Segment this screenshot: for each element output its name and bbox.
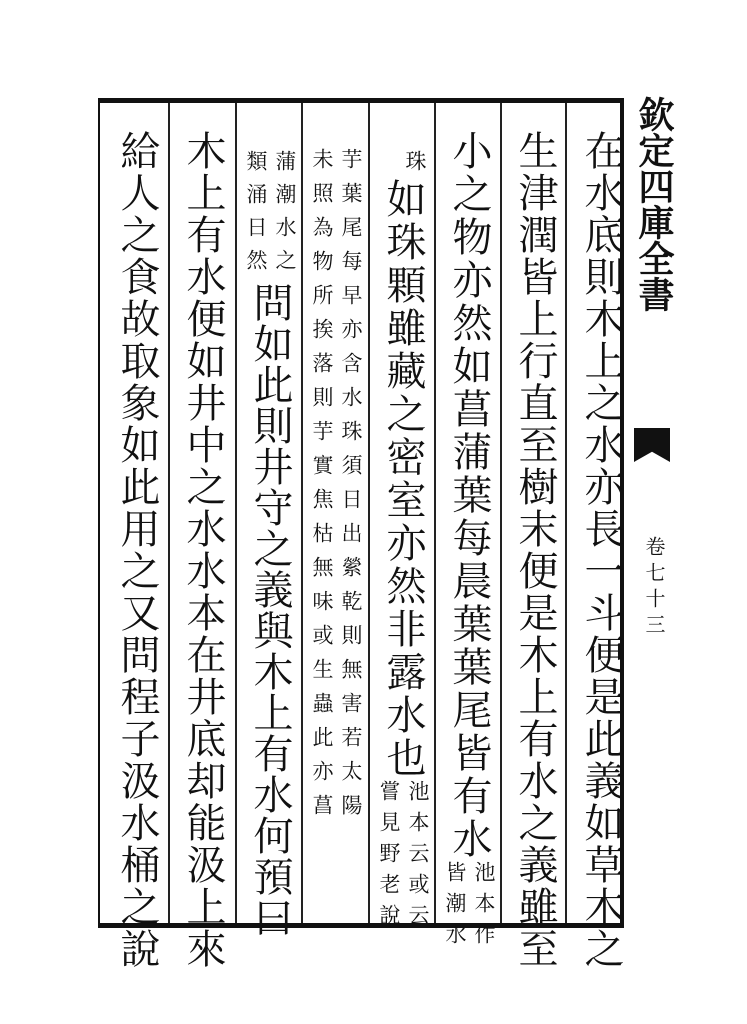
page-margin (632, 96, 675, 936)
text-column-6 (241, 150, 299, 940)
lead-note: 珠 (403, 150, 427, 181)
column-rule (168, 103, 170, 923)
volume-label: 卷七十三 (642, 536, 666, 640)
text-column-3 (440, 130, 498, 954)
annotation-note (444, 861, 494, 954)
column-text: 木上有水便如井中之水水本在井底却能汲上來 (180, 130, 226, 970)
column-rule (301, 103, 303, 923)
column-text: 給人之食故取象如此用之又問程子汲水桶之說 (114, 130, 160, 970)
text-column-5 (307, 148, 365, 938)
column-text: 小之物亦然如菖蒲葉每晨葉葉尾皆有水 (446, 130, 492, 861)
column-rule (565, 103, 567, 923)
book-title: 欽定四庫全書 (633, 96, 675, 312)
fish-tail-mark (634, 428, 670, 462)
column-text: 在水底則木上之水亦長一斗便是此義如草木之 (578, 130, 624, 970)
column-rule (434, 103, 436, 923)
note-left: 類涌日然 (244, 150, 268, 282)
text-column-7 (174, 130, 232, 970)
text-column-2 (506, 130, 564, 970)
note-left: 皆潮水 (443, 861, 467, 954)
column-rule (368, 103, 370, 923)
note-right: 池本云或云 (406, 780, 430, 935)
text-column-1 (572, 130, 630, 970)
note-left: 嘗見野老說 (377, 780, 401, 935)
column-text: 如珠顆雖藏之密室亦然非露水也 (380, 178, 426, 780)
text-column-8 (108, 130, 166, 970)
note-right: 芋葉尾每早亦含水珠須日出縈乾則無害若太陽 (339, 148, 363, 828)
annotation-note (311, 148, 361, 828)
column-rule (235, 103, 237, 923)
column-text: 問如此則井守之義與木上有水何預曰 (247, 282, 293, 938)
note-right: 蒲潮水之 (273, 150, 297, 282)
note-right: 池本作 (472, 861, 496, 954)
annotation-note (245, 150, 295, 282)
annotation-note (378, 780, 428, 935)
column-rule (500, 103, 502, 923)
column-text: 生津潤皆上行直至樹末便是木上有水之義雖至 (512, 130, 558, 970)
text-column-4 (374, 150, 432, 940)
note-left: 未照為物所挨落則芋實焦枯無味或生蟲此亦菖 (310, 148, 334, 828)
